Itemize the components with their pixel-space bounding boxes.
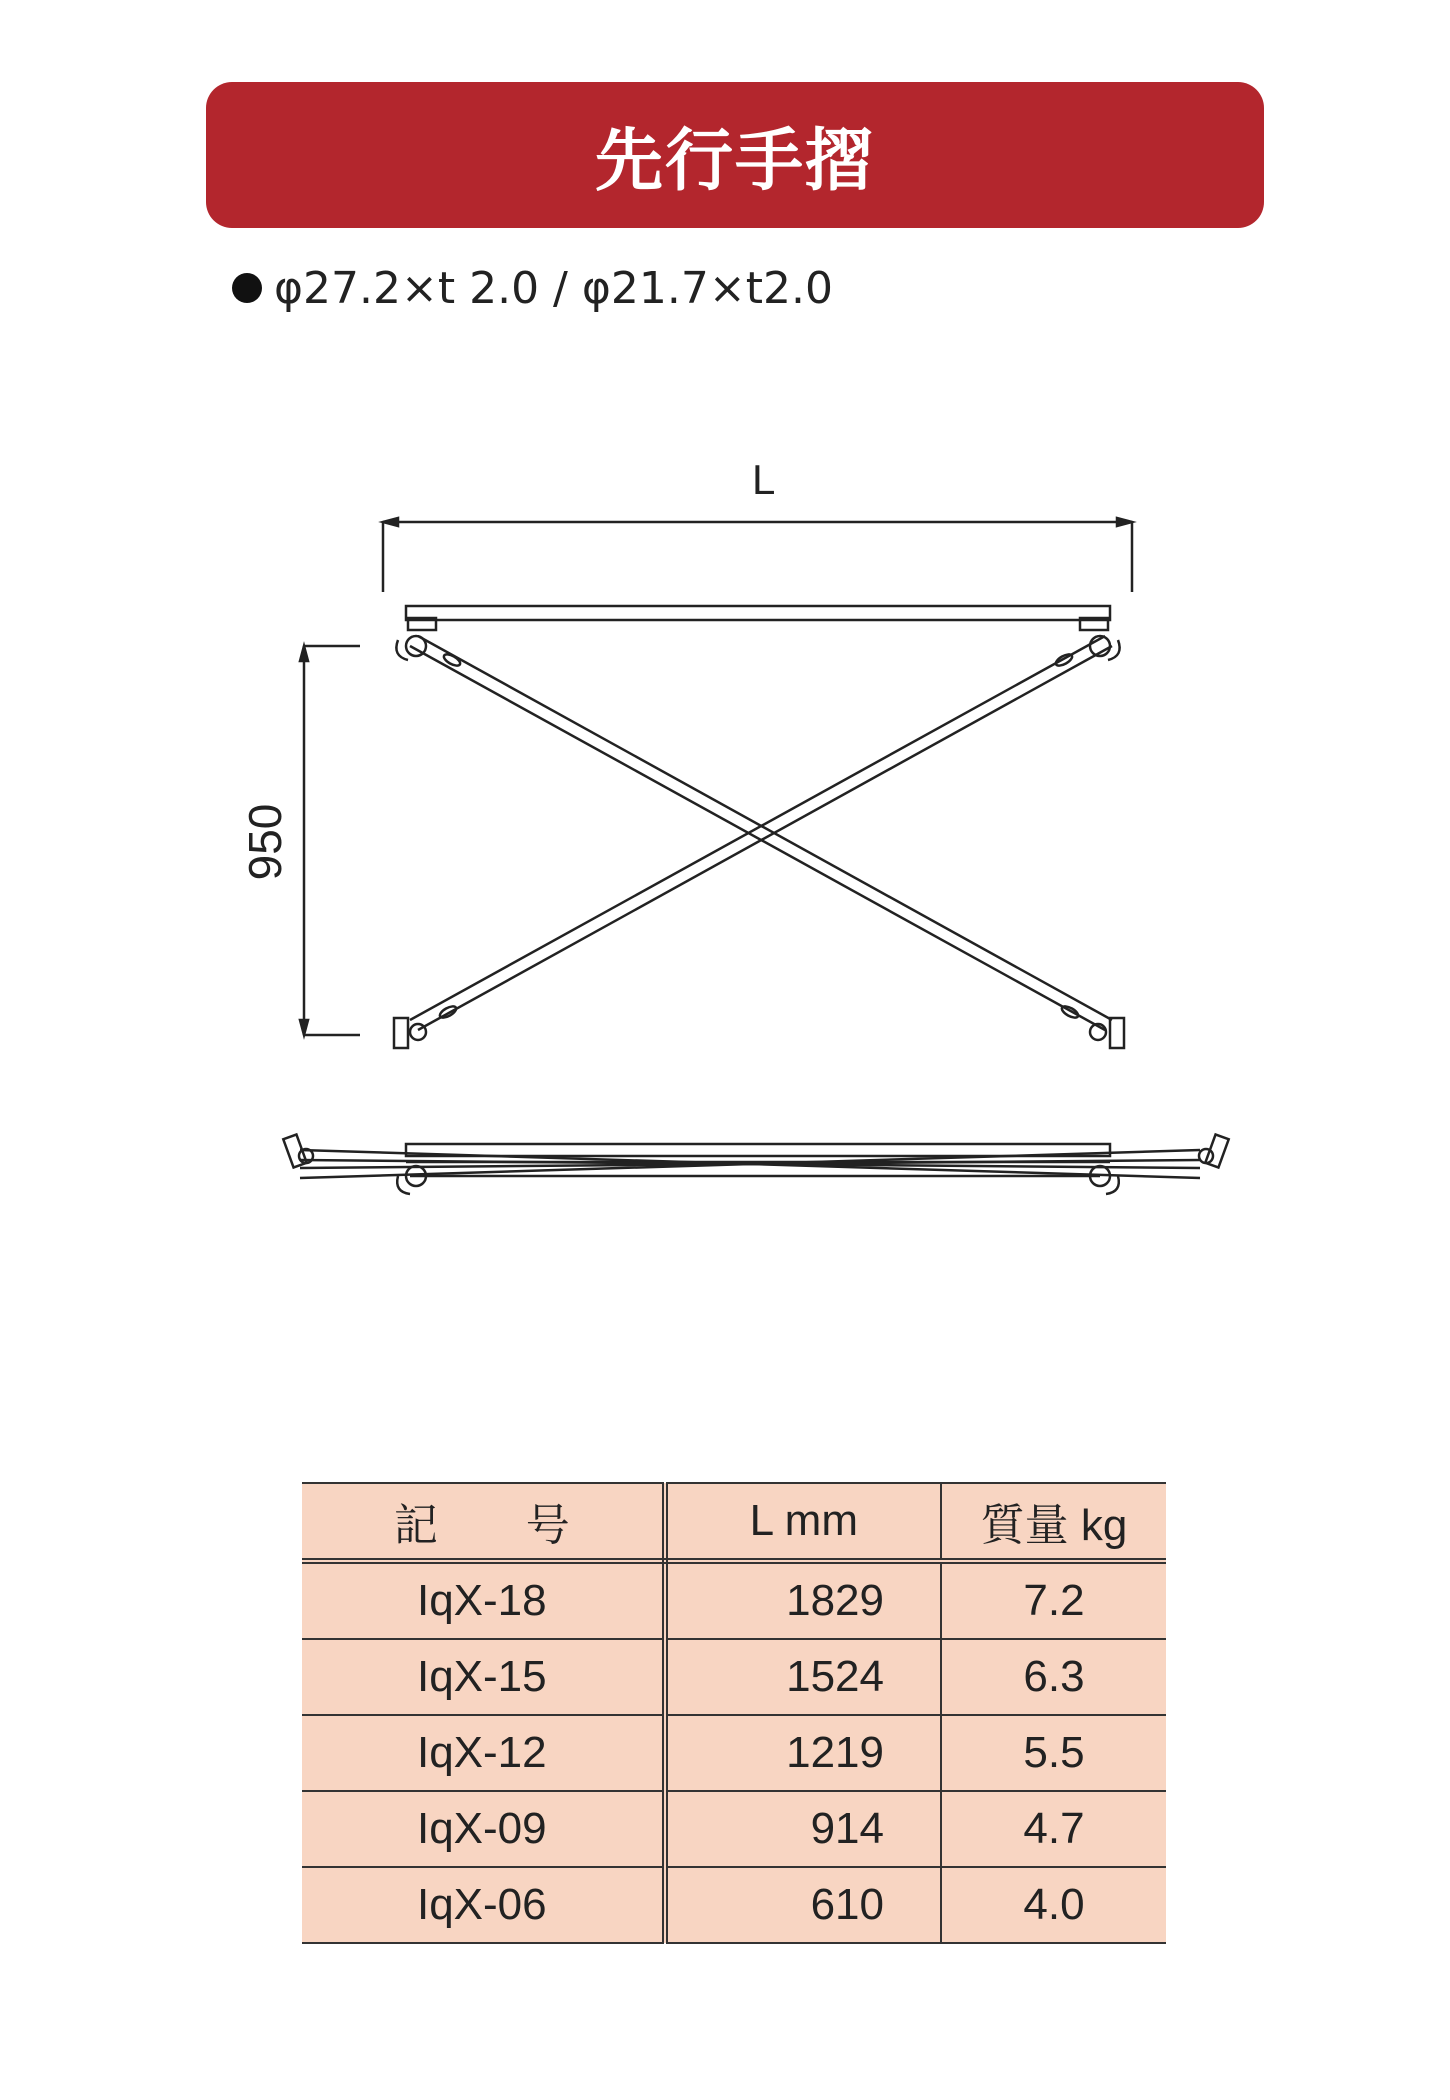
top-rail	[406, 606, 1110, 620]
table-header-row	[302, 1483, 1166, 1561]
cell-mass: 6.3	[941, 1639, 1166, 1715]
cell-length: 1829	[665, 1561, 941, 1639]
cell-length: 610	[665, 1867, 941, 1943]
table-row	[302, 1867, 1166, 1943]
cell-mass: 7.2	[941, 1561, 1166, 1639]
cell-code: IqX-18	[302, 1561, 665, 1639]
cell-length: 1219	[665, 1715, 941, 1791]
spec-text: φ27.2×t 2.0 / φ21.7×t2.0	[274, 262, 833, 314]
page-title: 先行手摺	[594, 121, 875, 201]
brace-left-to-right	[410, 636, 1112, 1030]
cell-code: IqX-06	[302, 1867, 665, 1943]
table-row	[302, 1561, 1166, 1639]
table-row	[302, 1715, 1166, 1791]
height-label: 950	[239, 803, 291, 881]
clamp-bottom-right	[1090, 1018, 1124, 1048]
cell-mass: 5.5	[941, 1715, 1166, 1791]
cell-mass: 4.0	[941, 1867, 1166, 1943]
brace-right-to-left	[410, 636, 1112, 1030]
cell-length: 1524	[665, 1639, 941, 1715]
cell-mass: 4.7	[941, 1791, 1166, 1867]
cell-code: IqX-12	[302, 1715, 665, 1791]
header-length: L mm	[665, 1483, 941, 1561]
cell-length: 914	[665, 1791, 941, 1867]
clamp-bottom-left	[394, 1018, 426, 1048]
cell-code: IqX-15	[302, 1639, 665, 1715]
header-mass: 質量 kg	[941, 1483, 1166, 1561]
spec-table	[302, 1482, 1166, 1944]
table-row	[302, 1791, 1166, 1867]
length-label: L	[752, 456, 776, 503]
header-code: 記 号	[302, 1483, 665, 1561]
cell-code: IqX-09	[302, 1791, 665, 1867]
table-row	[302, 1639, 1166, 1715]
folded-view	[283, 1135, 1228, 1194]
